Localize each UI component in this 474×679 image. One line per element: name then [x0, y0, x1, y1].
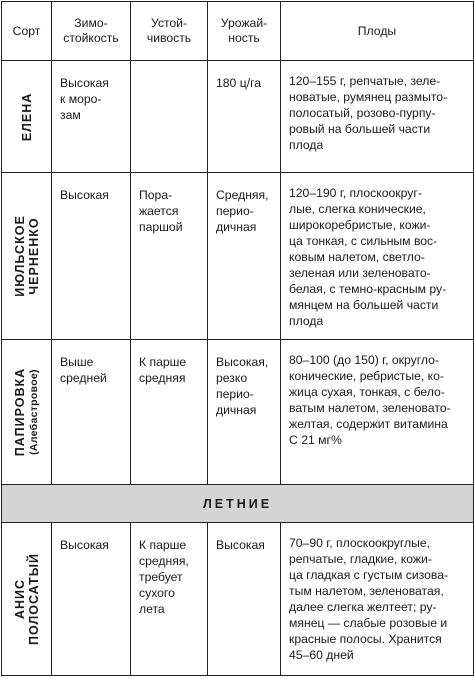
winter-cell — [52, 523, 131, 676]
text-line: Высокая — [60, 188, 109, 202]
resist-cell — [131, 523, 208, 676]
text-line: сухого — [139, 586, 175, 600]
text-line: новатые, румянец размыто- — [289, 90, 448, 104]
text-line: Выше — [60, 355, 94, 369]
sort-name: ЧЕРНЕНКО — [26, 217, 41, 295]
text-line: средняя, — [139, 554, 189, 568]
text-line: к моро- — [60, 92, 102, 106]
section-title: ЛЕТНИЕ — [2, 485, 474, 523]
text-line: перио- — [216, 204, 254, 218]
text-line: далее слегка желтеет; ру- — [289, 600, 437, 614]
text-line: 80–100 (до 150) г, округло- — [289, 353, 440, 367]
header-yield — [208, 2, 281, 61]
sort-name: ПОЛОСАТЫЙ — [26, 553, 41, 645]
text-line: Высокая — [60, 76, 109, 90]
sort-cell — [2, 173, 52, 340]
text-line: дичная — [216, 403, 257, 417]
table-row — [2, 173, 474, 340]
table-row — [2, 340, 474, 485]
text-line: 70–90 г, плоскоокруглые, — [289, 536, 431, 550]
fruits-cell — [281, 340, 474, 485]
text-line: мянец — слабые розовые и — [289, 616, 448, 630]
header-winter-line: стойкость — [63, 31, 119, 45]
section-row — [2, 485, 474, 523]
sort-alt-name: (Алебастровое) — [27, 369, 40, 455]
text-line: Высокая — [216, 538, 265, 552]
header-yield-line: ность — [228, 31, 260, 45]
fruits-cell — [281, 523, 474, 676]
text-line: дичная — [216, 220, 257, 234]
text-line: К парше — [139, 355, 187, 369]
text-line: красные полосы. Хранится — [289, 632, 442, 646]
sort-name: ЕЛЕНА — [19, 92, 34, 141]
text-line: белая, с темно-красным ру- — [289, 282, 447, 296]
text-line: ровый на большей части — [289, 122, 431, 136]
yield-cell — [208, 173, 281, 340]
sort-cell — [2, 523, 52, 676]
text-line: средняя — [139, 371, 186, 385]
winter-cell — [52, 340, 131, 485]
text-line: 120–190 г, плоскоокруг- — [289, 186, 422, 200]
text-line: 180 ц/га — [216, 76, 262, 90]
text-line: перио- — [216, 387, 254, 401]
text-line: жица сухая, тонкая, с бело- — [289, 385, 445, 399]
text-line: конические, ребристые, ко- — [289, 369, 444, 383]
text-line: ковым налетом, светло- — [289, 250, 425, 264]
sort-cell — [2, 61, 52, 173]
resist-cell — [131, 173, 208, 340]
text-line: 45–60 дней — [289, 648, 354, 662]
header-resist — [131, 2, 208, 61]
text-line: Пора- — [139, 188, 173, 202]
yield-cell — [208, 523, 281, 676]
text-line: желтая, содержит витамина — [289, 417, 448, 431]
text-line: паршой — [139, 220, 183, 234]
yield-cell — [208, 61, 281, 173]
header-fruits — [281, 2, 474, 61]
sort-name: ИЮЛЬСКОЕ — [12, 215, 27, 297]
text-line: 120–155 г, репчатые, зеле- — [289, 74, 441, 88]
text-line: мянцем на большей части — [289, 298, 439, 312]
table-row — [2, 523, 474, 676]
text-line: резко — [216, 371, 248, 385]
text-line: тым налетом, зеленоватая, — [289, 584, 444, 598]
sort-name: АНИС — [12, 578, 27, 620]
text-line: ца тонкая, с сильным вос- — [289, 234, 438, 248]
text-line: требует — [139, 570, 183, 584]
yield-cell — [208, 340, 281, 485]
text-line: жается — [139, 204, 179, 218]
text-line: лые, слегка конические, — [289, 202, 426, 216]
text-line: полосатый, розово-пурпу- — [289, 106, 436, 120]
text-line: ца гладкая с густым сизова- — [289, 568, 449, 582]
text-line: К парше — [139, 538, 187, 552]
fruits-cell — [281, 173, 474, 340]
header-resist-line: чивость — [146, 31, 192, 45]
text-line: плода — [289, 138, 324, 152]
winter-cell — [52, 61, 131, 173]
text-line: репчатые, гладкие, кожи- — [289, 552, 432, 566]
apple-varieties-table — [1, 1, 474, 676]
text-line: ватым налетом, зеленовато- — [289, 401, 451, 415]
text-line: лета — [139, 602, 165, 616]
sort-cell — [2, 340, 52, 485]
header-sort — [2, 2, 52, 61]
header-yield-line: Урожай- — [220, 16, 268, 30]
header-sort-label: Сорт — [12, 23, 41, 38]
text-line: зеленая или зеленовато- — [289, 266, 431, 280]
table-row — [2, 61, 474, 173]
text-line: средней — [60, 371, 107, 385]
sort-name: ПАПИРОВКА — [12, 367, 27, 457]
text-line: С 21 мг% — [289, 433, 342, 447]
header-row — [2, 2, 474, 61]
text-line: зам — [60, 108, 81, 122]
header-winter-line: Зимо- — [74, 16, 108, 30]
text-line: широкоребристые, кожи- — [289, 218, 431, 232]
text-line: Средняя, — [216, 188, 269, 202]
winter-cell — [52, 173, 131, 340]
header-resist-line: Устой- — [150, 16, 188, 30]
resist-cell — [131, 340, 208, 485]
text-line: плода — [289, 314, 324, 328]
resist-cell — [131, 61, 208, 173]
header-winter — [52, 2, 131, 61]
fruits-cell — [281, 61, 474, 173]
header-fruits-label: Плоды — [357, 23, 397, 38]
text-line: Высокая, — [216, 355, 269, 369]
text-line: Высокая — [60, 538, 109, 552]
